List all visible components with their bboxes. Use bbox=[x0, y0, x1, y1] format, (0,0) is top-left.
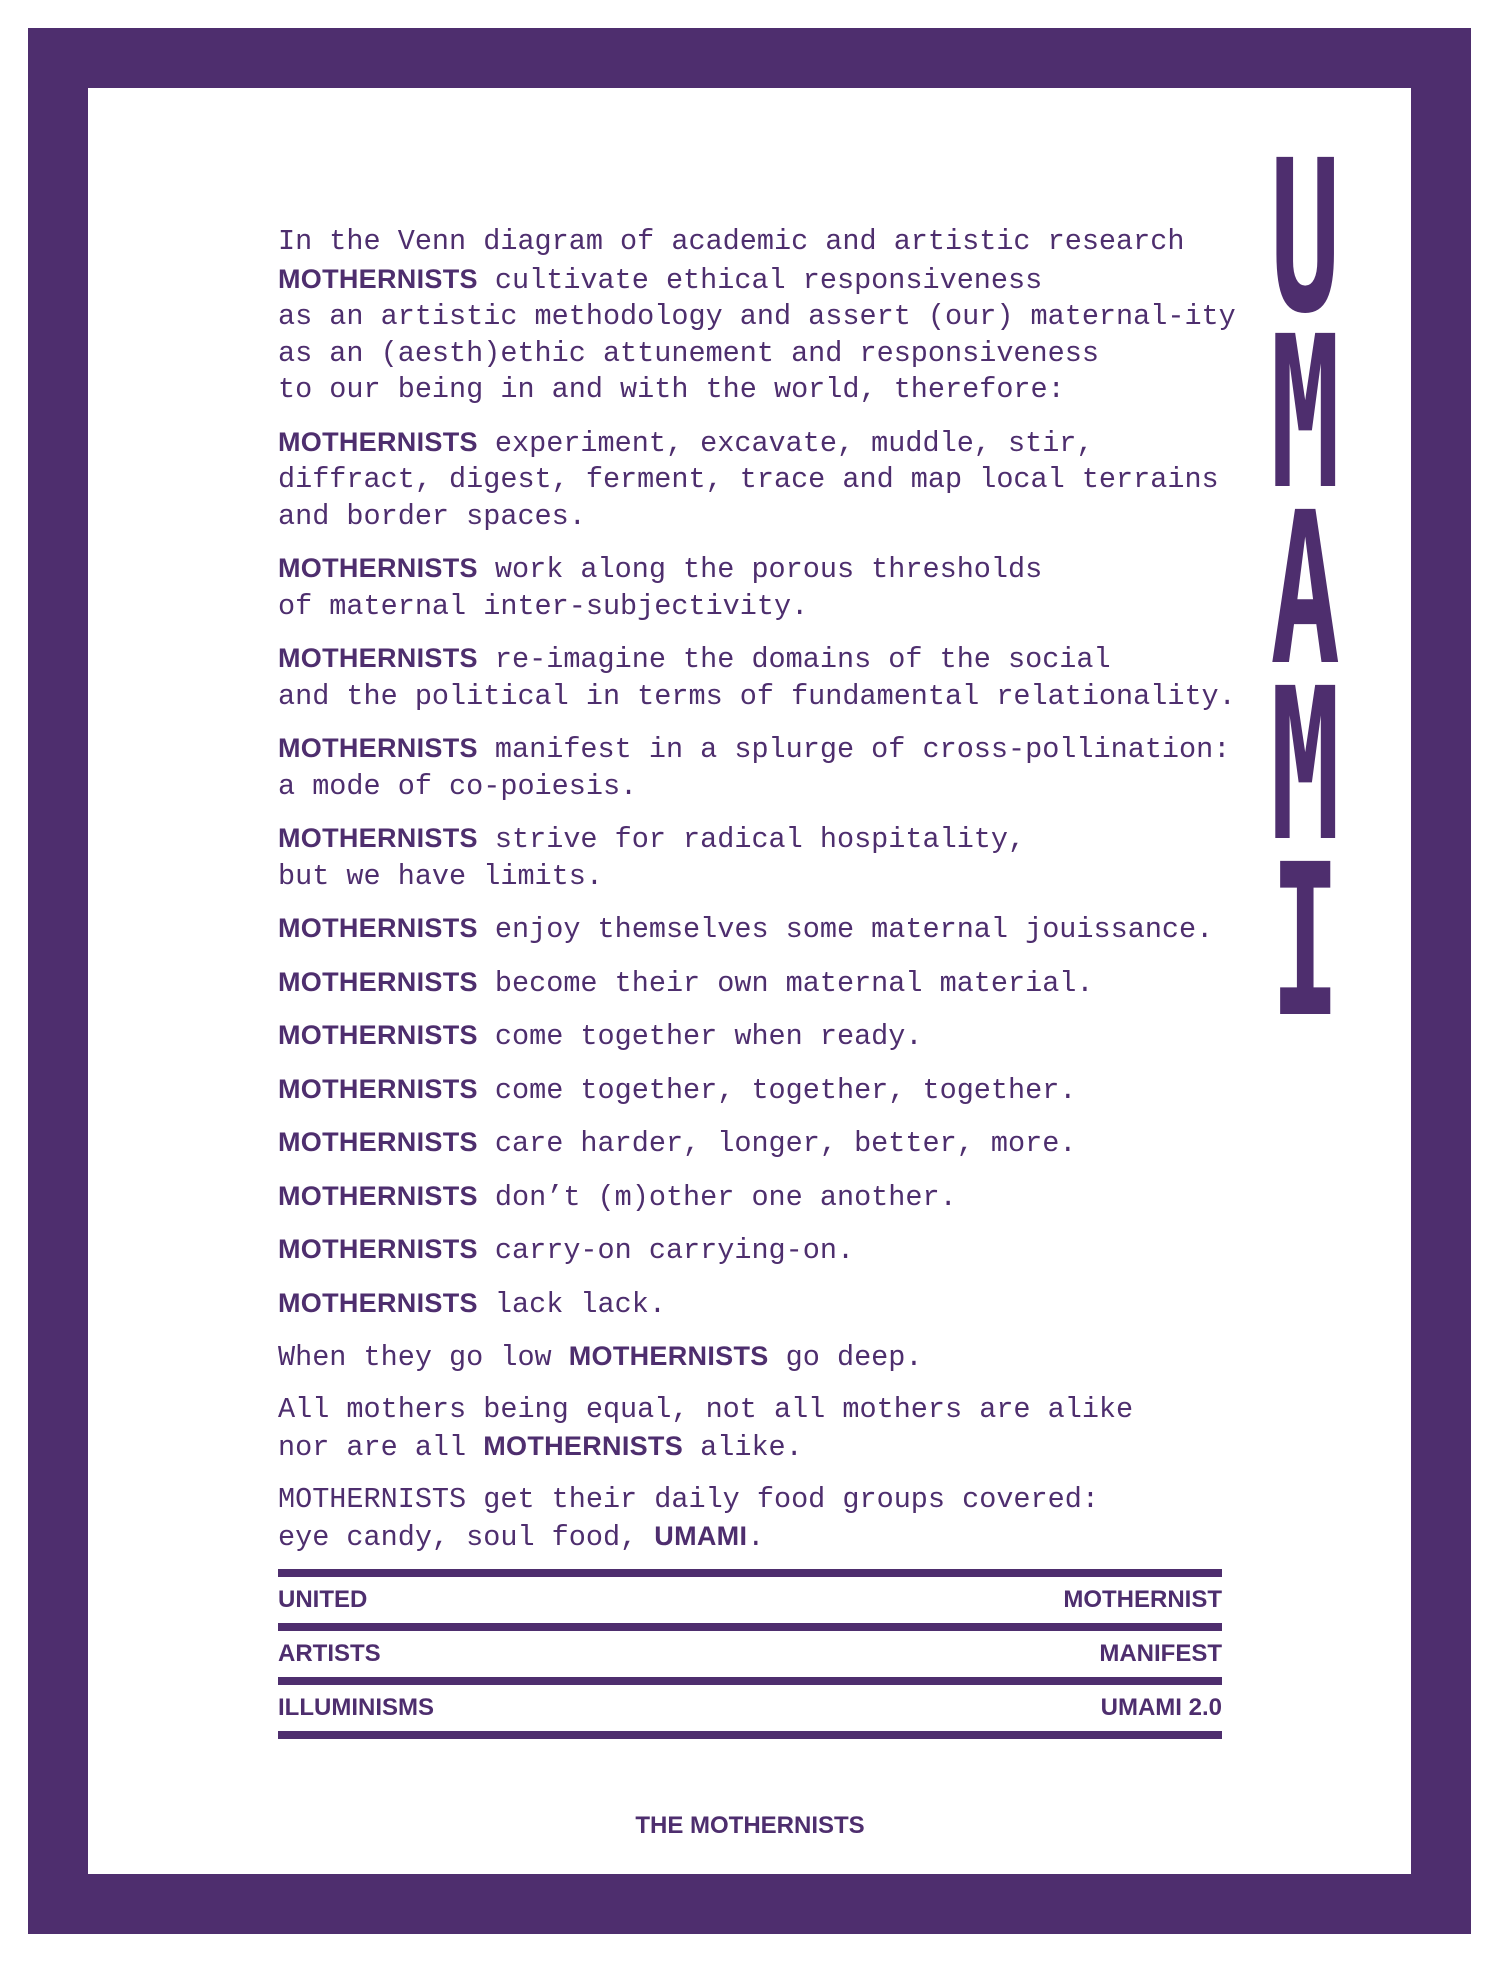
manifesto-paragraph bbox=[278, 1231, 1218, 1270]
manifesto-paragraph bbox=[278, 424, 1218, 536]
line-text: eye candy, soul food, bbox=[278, 1521, 655, 1554]
acronym-block bbox=[278, 1569, 1222, 1739]
line-text: and the political in terms of fundamental relationality. bbox=[278, 679, 1236, 713]
manifesto-line bbox=[278, 1124, 1218, 1163]
line-text: to our being in and with the world, therefore: bbox=[278, 373, 1065, 406]
line-text: of maternal inter-subjectivity. bbox=[278, 589, 809, 623]
manifesto-text bbox=[278, 224, 1236, 1572]
emphasis-word: MOTHERNISTS bbox=[483, 1431, 684, 1461]
line-text: experiment, excavate, muddle, stir, bbox=[477, 426, 1094, 460]
acronym-right: MANIFEST bbox=[1099, 1640, 1222, 1667]
line-text: manifest in a splurge of cross-pollination: bbox=[477, 733, 1231, 766]
emphasis-word: MOTHERNISTS bbox=[278, 426, 478, 457]
manifesto-paragraph bbox=[278, 1017, 1218, 1056]
manifesto-line bbox=[278, 1338, 1218, 1377]
manifesto-line bbox=[278, 299, 1236, 336]
line-text: diffract, digest, ferment, trace and map local terrains bbox=[278, 463, 1219, 496]
emphasis-word: MOTHERNISTS bbox=[568, 1341, 769, 1371]
line-text: re-imagine the domains of the social bbox=[477, 643, 1111, 676]
manifesto-line bbox=[278, 372, 1218, 409]
manifesto-line bbox=[278, 1428, 1218, 1467]
emphasis-word: MOTHERNISTS bbox=[278, 966, 478, 997]
line-text: come together when ready. bbox=[477, 1020, 923, 1053]
footer-signature: THE MOTHERNISTS bbox=[635, 1812, 865, 1839]
manifesto-paragraph bbox=[278, 1482, 1218, 1557]
manifesto-paragraph bbox=[278, 1124, 1218, 1163]
manifesto-line bbox=[278, 462, 1218, 499]
line-text: cultivate ethical responsiveness bbox=[477, 263, 1043, 297]
manifesto-line bbox=[278, 550, 1218, 589]
manifesto-line bbox=[278, 1071, 1218, 1110]
manifesto-paragraph bbox=[278, 550, 1218, 625]
line-text: MOTHERNISTS get their daily food groups covered: bbox=[278, 1482, 1099, 1516]
emphasis-word: MOTHERNISTS bbox=[278, 1180, 478, 1211]
line-text: alike. bbox=[683, 1431, 803, 1464]
emphasis-word: MOTHERNISTS bbox=[278, 1127, 478, 1157]
manifesto-line bbox=[278, 1017, 1218, 1056]
line-text: carry-on carrying-on. bbox=[477, 1234, 855, 1267]
line-text: and border spaces. bbox=[278, 499, 586, 533]
line-text: as an (aesth)ethic attunement and responsiveness bbox=[278, 336, 1099, 370]
line-text: enjoy themselves some maternal jouissance. bbox=[477, 913, 1214, 946]
umami-vertical-title bbox=[1255, 115, 1355, 1064]
acronym-left: ARTISTS bbox=[278, 1640, 381, 1667]
line-text: When they go low bbox=[278, 1341, 569, 1374]
emphasis-word: MOTHERNISTS bbox=[278, 263, 478, 294]
manifesto-paragraph bbox=[278, 820, 1218, 895]
emphasis-word: MOTHERNISTS bbox=[278, 1073, 478, 1104]
manifesto-paragraph bbox=[278, 910, 1218, 949]
acronym-left: UNITED bbox=[278, 1586, 368, 1613]
emphasis-word: MOTHERNISTS bbox=[278, 643, 478, 673]
emphasis-word: MOTHERNISTS bbox=[278, 1287, 478, 1318]
manifesto-line bbox=[278, 1482, 1218, 1519]
manifesto-paragraph bbox=[278, 1071, 1218, 1110]
manifesto-paragraph bbox=[278, 640, 1236, 715]
line-text: but we have limits. bbox=[278, 859, 603, 893]
manifesto-line bbox=[278, 589, 1218, 626]
manifesto-line bbox=[278, 336, 1218, 373]
manifesto-paragraph bbox=[278, 964, 1218, 1003]
title-letter: A bbox=[1270, 467, 1340, 712]
manifesto-line bbox=[278, 1231, 1218, 1270]
line-text: strive for radical hospitality, bbox=[477, 823, 1026, 856]
emphasis-word: MOTHERNISTS bbox=[278, 553, 478, 583]
title-letter: M bbox=[1270, 291, 1340, 536]
manifesto-paragraph bbox=[278, 1285, 1218, 1324]
manifesto-line bbox=[278, 769, 1218, 806]
manifesto-paragraph bbox=[278, 1392, 1218, 1467]
emphasis-word: MOTHERNISTS bbox=[278, 913, 478, 943]
line-text: lack lack. bbox=[477, 1287, 666, 1321]
manifesto-line bbox=[278, 859, 1218, 896]
line-text: In the Venn diagram of academic and artistic research bbox=[278, 225, 1185, 258]
line-text: a mode of co-poiesis. bbox=[278, 769, 638, 803]
emphasis-word: MOTHERNISTS bbox=[278, 1234, 478, 1264]
emphasis-word: MOTHERNISTS bbox=[278, 823, 478, 853]
manifesto-line bbox=[278, 424, 1218, 463]
acronym-right: UMAMI 2.0 bbox=[1100, 1694, 1222, 1721]
line-text: All mothers being equal, not all mothers are alike bbox=[278, 1392, 1134, 1426]
title-letter: M bbox=[1270, 643, 1340, 888]
line-text: go deep. bbox=[768, 1341, 923, 1374]
manifesto-line bbox=[278, 1518, 1218, 1557]
acronym-row bbox=[278, 1685, 1222, 1731]
divider-rule bbox=[278, 1623, 1222, 1631]
manifesto-paragraph bbox=[278, 1338, 1218, 1377]
manifesto-line bbox=[278, 964, 1218, 1003]
acronym-row bbox=[278, 1631, 1222, 1677]
acronym-row bbox=[278, 1577, 1222, 1623]
manifesto-paragraph bbox=[278, 1178, 1218, 1217]
acronym-right: MOTHERNIST bbox=[1063, 1586, 1222, 1613]
manifesto-line bbox=[278, 820, 1218, 859]
manifesto-line bbox=[278, 910, 1218, 949]
manifesto-line bbox=[278, 224, 1218, 261]
line-text: come together, together, together. bbox=[477, 1073, 1077, 1107]
divider-rule bbox=[278, 1677, 1222, 1685]
line-text: work along the porous thresholds bbox=[477, 553, 1043, 586]
manifesto-line bbox=[278, 261, 1218, 300]
title-letter: U bbox=[1270, 115, 1340, 360]
acronym-left: ILLUMINISMS bbox=[278, 1694, 434, 1721]
manifesto-line bbox=[278, 1392, 1218, 1429]
manifesto-paragraph bbox=[278, 224, 1236, 409]
manifesto-paragraph bbox=[278, 730, 1231, 805]
emphasis-word: MOTHERNISTS bbox=[278, 1020, 478, 1050]
line-text: don’t (m)other one another. bbox=[477, 1180, 957, 1214]
line-text: care harder, longer, better, more. bbox=[477, 1127, 1077, 1160]
title-letter: I bbox=[1270, 819, 1340, 1064]
line-text: as an artistic methodology and assert (our) maternal-ity bbox=[278, 300, 1236, 333]
divider-rule bbox=[278, 1731, 1222, 1739]
line-text: nor are all bbox=[278, 1431, 484, 1464]
manifesto-line bbox=[278, 1285, 1218, 1324]
emphasis-word: UMAMI bbox=[654, 1521, 748, 1551]
manifesto-line bbox=[278, 679, 1236, 716]
line-text: . bbox=[747, 1521, 765, 1554]
divider-rule bbox=[278, 1569, 1222, 1577]
manifesto-line bbox=[278, 730, 1231, 769]
manifesto-line bbox=[278, 499, 1218, 536]
manifesto-line bbox=[278, 640, 1218, 679]
manifesto-line bbox=[278, 1178, 1218, 1217]
line-text: become their own maternal material. bbox=[477, 966, 1094, 1000]
emphasis-word: MOTHERNISTS bbox=[278, 733, 478, 763]
